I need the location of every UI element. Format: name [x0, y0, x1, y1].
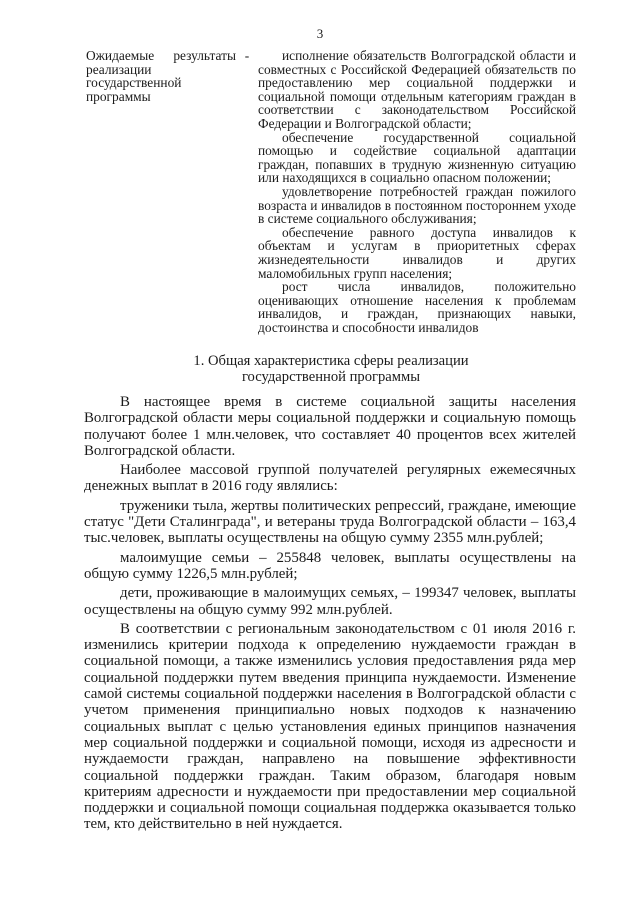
expected-result-item: удовлетворение потребностей граждан пожилого возраста и инвалидов в постоянном постороннем уходе в системе социального обслуживания;: [258, 183, 576, 227]
paragraph: малоимущие семьи – 255848 человек, выплаты осуществлены на общую сумму 1226,5 млн.рублей;: [84, 549, 576, 582]
expected-results-row: [86, 49, 576, 334]
section-title-line-2: государственной программы: [241, 368, 421, 385]
page-number: 3: [316, 26, 324, 41]
expected-results-dash: -: [244, 48, 250, 63]
section-title-line-1: 1. Общая характеристика сферы реализации: [193, 353, 469, 369]
expected-result-item: обеспечение государственной социальной помощью и содействие социальной адаптации граждан, попавших в трудную жизненную ситуацию или находящихся в социально опасном положении;: [258, 129, 576, 186]
paragraph: дети, проживающие в малоимущих семьях, – 199347 человек, выплаты осуществлены на общую сумму 992 млн.рублей.: [84, 585, 576, 618]
paragraph: Наиболее массовой группой получателей регулярных ежемесячных денежных выплат в 2016 году являлись:: [84, 462, 576, 495]
paragraph: В настоящее время в системе социальной защиты населения Волгоградской области меры социальной поддержки и социальную помощь получают более 1 млн.человек, что составляет 40 процентов всех жителей Волгоградской области.: [84, 394, 576, 459]
expected-result-item: рост числа инвалидов, положительно оценивающих отношение населения к проблемам инвалидов, и граждан, признающих навыки, достоинства и способности инвалидов: [258, 279, 576, 335]
section-body: [84, 394, 576, 836]
expected-result-item: исполнение обязательств Волгоградской области и совместных с Российской Федерацией обязательств по предоставлению мер социальной поддержки и социальной помощи отдельным категориям граждан в соответствии с законодательством Российской Федерации и Волгоградской области;: [258, 48, 576, 131]
paragraph: В соответствии с региональным законодательством с 01 июля 2016 г. изменились критерии подхода к определению нуждаемости граждан в социальной помощи, а также изменились условия предоставления ряда мер социальной поддержки путем введения принципа нуждаемости. Изменение самой системы социальной поддержки населения в Волгоградской области с учетом применения принципиально новых подходов к назначению социальных выплат с целью установления единых принципов назначения мер социальной поддержки и социальной помощи, исходя из адресности и нуждаемости граждан, направлено на повышение эффективности социальной поддержки граждан. Таким образом, благодаря новым критериям адресности и нуждаемости при предоставлении мер социальной поддержки и социальной помощи социальная поддержка оказывается только тем, кто действительно в ней нуждается.: [84, 620, 576, 833]
expected-result-item: обеспечение равного доступа инвалидов к объектам и услугам в приоритетных сферах жизнедеятельности инвалидов и других маломобильных групп населения;: [258, 224, 576, 281]
section-title: [86, 354, 576, 385]
expected-results-label: Ожидаемые результаты реализации государственной программы: [86, 48, 236, 104]
expected-results-list: [258, 49, 576, 334]
paragraph: труженики тыла, жертвы политических репрессий, граждане, имеющие статус "Дети Сталинграда", и ветераны труда Волгоградской области – 163,4 тыс.человек, выплаты осуществлены на общую сумму 2355 млн.рублей;: [84, 497, 576, 547]
